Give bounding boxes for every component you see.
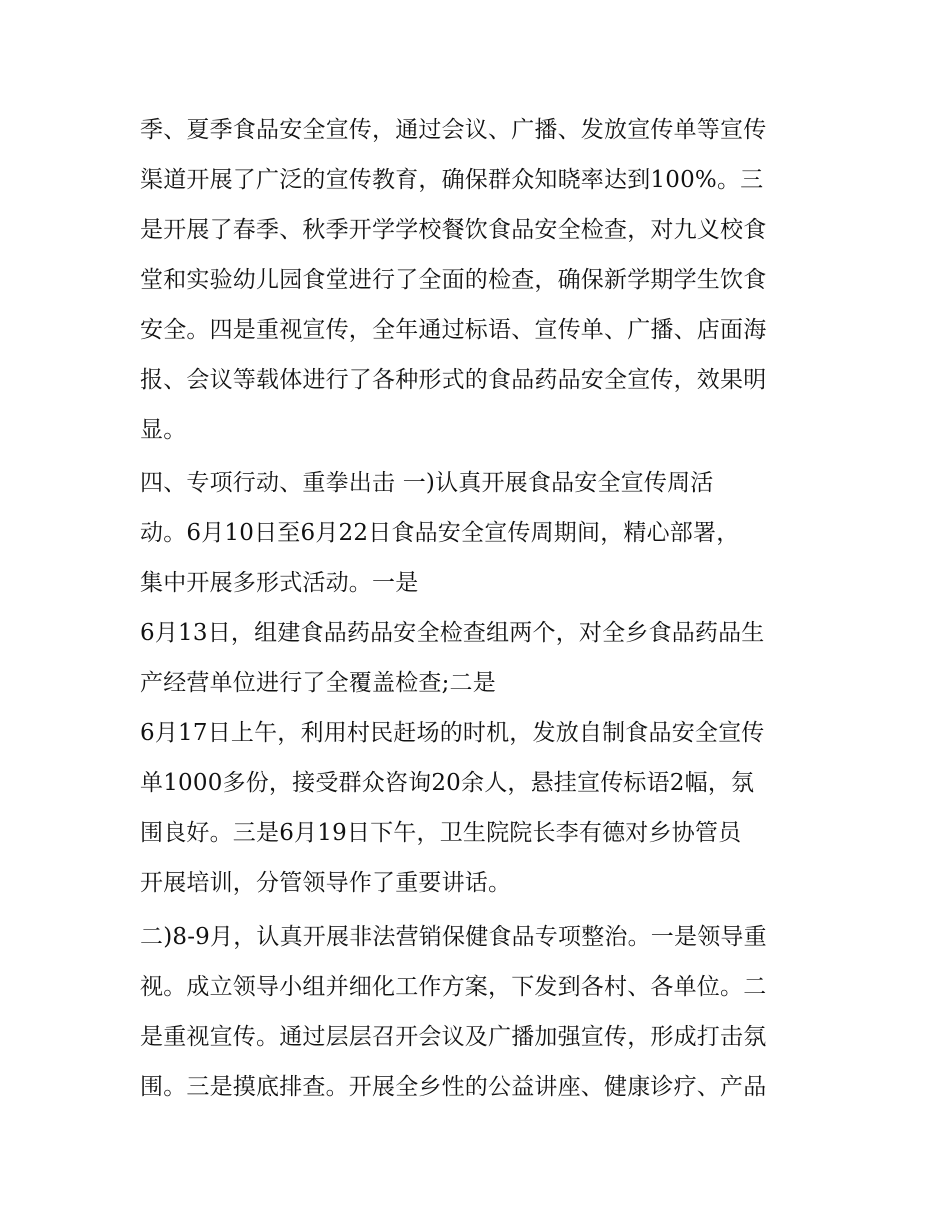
section-heading-line: 四、专项行动、重拳出击 一)认真开展食品安全宣传周活 — [140, 470, 714, 496]
text-line: 是开展了春季、秋季开学学校餐饮食品安全检查，对九义校食 — [140, 217, 767, 243]
text-line: 产经营单位进行了全覆盖检查;二是 — [140, 670, 496, 696]
text-line: 动。6月10日至6月22日食品安全宣传周期间，精心部署， — [140, 520, 740, 546]
text-line: 显。 — [140, 417, 187, 443]
text-line: 安全。四是重视宣传，全年通过标语、宣传单、广播、店面海 — [140, 317, 767, 343]
text-line: 集中开展多形式活动。一是 — [140, 570, 419, 596]
text-line: 开展培训，分管领导作了重要讲话。 — [140, 870, 512, 896]
text-line: 6月17日上午，利用村民赶场的时机，发放自制食品安全宣传 — [140, 720, 765, 746]
text-line: 围良好。三是6月19日下午，卫生院院长李有德对乡协管员 — [140, 820, 742, 846]
text-line: 报、会议等载体进行了各种形式的食品药品安全宣传，效果明 — [140, 367, 767, 393]
text-line: 视。成立领导小组并细化工作方案，下发到各村、各单位。二 — [140, 974, 767, 1000]
text-line: 二)8-9月，认真开展非法营销保健食品专项整治。一是领导重 — [140, 924, 767, 950]
text-line: 6月13日，组建食品药品安全检查组两个，对全乡食品药品生 — [140, 620, 765, 646]
text-line: 围。三是摸底排查。开展全乡性的公益讲座、健康诊疗、产品 — [140, 1074, 767, 1100]
text-line: 季、夏季食品安全宣传，通过会议、广播、发放宣传单等宣传 — [140, 117, 767, 143]
text-line: 堂和实验幼儿园食堂进行了全面的检查，确保新学期学生饮食 — [140, 267, 767, 293]
text-line: 单1000多份，接受群众咨询20余人，悬挂宣传标语2幅，氛 — [140, 770, 755, 796]
text-line: 渠道开展了广泛的宣传教育，确保群众知晓率达到100%。三 — [140, 167, 764, 193]
text-line: 是重视宣传。通过层层召开会议及广播加强宣传，形成打击氛 — [140, 1024, 767, 1050]
